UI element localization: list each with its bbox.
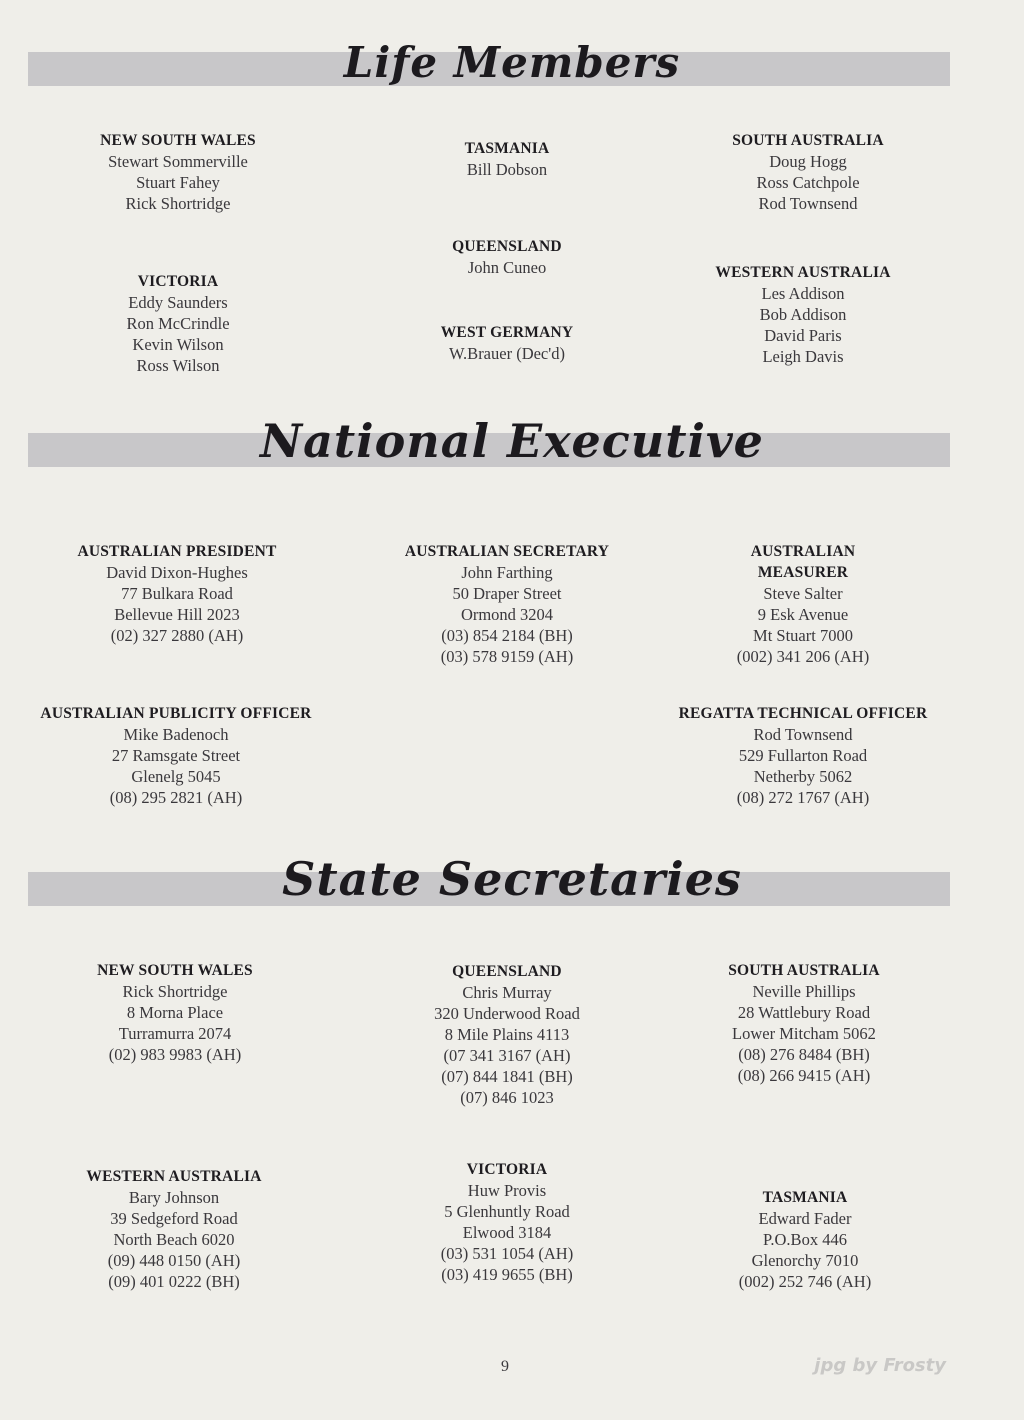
contact-line: Neville Phillips [752,982,856,1001]
contact-line: Bellevue Hill 2023 [114,605,240,624]
state-heading: VICTORIA [466,1161,548,1178]
contact-line: 9 Esk Avenue [757,605,849,624]
member-name: Ross Catchpole [756,173,860,192]
secretary-victoria [377,1159,637,1285]
contact-line: Mt Stuart 7000 [753,626,853,645]
contact-line: (03) 854 2184 (BH) [441,626,573,645]
contact-line: 50 Draper Street [452,584,562,603]
contact-line: (02) 327 2880 (AH) [110,626,244,645]
contact-line: (07 341 3167 (AH) [443,1046,571,1065]
contact-line: (002) 341 206 (AH) [736,647,870,666]
exec-australian-president [32,541,322,646]
contact-line: John Farthing [461,563,553,582]
secretary-tasmania [675,1187,935,1292]
life-member-queensland [377,236,637,278]
member-name: Ron McCrindle [126,314,230,333]
state-heading: TASMANIA [464,140,550,157]
state-heading: SOUTH AUSTRALIA [732,132,884,149]
life-member-tasmania [377,138,637,180]
contact-line: 27 Ramsgate Street [111,746,241,765]
contact-line: Chris Murray [462,983,552,1002]
contact-line: David Dixon-Hughes [106,563,248,582]
role-heading: AUSTRALIAN PUBLICITY OFFICER [40,705,312,722]
contact-line: Edward Fader [758,1209,852,1228]
contact-line: 5 Glenhuntly Road [444,1202,570,1221]
contact-line: Bary Johnson [128,1188,220,1207]
contact-line: 8 Morna Place [126,1003,224,1022]
exec-australian-measurer [668,541,938,667]
role-heading: AUSTRALIAN PRESIDENT [77,543,277,560]
contact-line: (07) 846 1023 [460,1088,554,1107]
life-member-nsw [48,130,308,214]
contact-line: (07) 844 1841 (BH) [441,1067,573,1086]
member-name: Kevin Wilson [132,335,224,354]
state-heading: TASMANIA [762,1189,848,1206]
role-heading: AUSTRALIAN [750,543,856,560]
exec-publicity-officer [18,703,334,808]
state-heading: WEST GERMANY [440,324,574,341]
contact-line: Turramurra 2074 [118,1024,232,1043]
contact-line: Netherby 5062 [753,767,853,786]
contact-line: (08) 272 1767 (AH) [736,788,870,807]
contact-line: Ormond 3204 [460,605,554,624]
member-name: David Paris [764,326,842,345]
contact-line: North Beach 6020 [113,1230,235,1249]
state-heading: SOUTH AUSTRALIA [728,962,880,979]
contact-line: (02) 983 9983 (AH) [108,1045,242,1064]
national-executive-title: National Executive [260,414,764,468]
member-name: Stewart Sommerville [108,152,248,171]
contact-line: Lower Mitcham 5062 [732,1024,876,1043]
exec-regatta-technical-officer [652,703,954,808]
state-heading: QUEENSLAND [452,963,562,980]
contact-line: Huw Provis [467,1181,547,1200]
state-heading: WESTERN AUSTRALIA [715,264,891,281]
state-heading: NEW SOUTH WALES [100,132,256,149]
contact-line: (03) 578 9159 (AH) [440,647,574,666]
page-number: 9 [501,1358,509,1375]
state-heading: VICTORIA [137,273,219,290]
contact-line: (03) 419 9655 (BH) [441,1265,573,1284]
life-member-west-germany [377,322,637,364]
contact-line: P.O.Box 446 [763,1230,847,1249]
member-name: Eddy Saunders [128,293,228,312]
contact-line: (08) 266 9415 (AH) [737,1066,871,1085]
member-name: Leigh Davis [762,347,844,366]
contact-line: Glenorchy 7010 [751,1251,859,1270]
member-name: W.Brauer (Dec'd) [449,344,565,363]
contact-line: (08) 295 2821 (AH) [109,788,243,807]
contact-line: (002) 252 746 (AH) [738,1272,872,1291]
contact-line: 320 Underwood Road [434,1004,580,1023]
secretary-sa [674,960,934,1086]
contact-line: (08) 276 8484 (BH) [738,1045,870,1064]
role-heading: REGATTA TECHNICAL OFFICER [678,705,928,722]
role-heading: MEASURER [757,564,849,581]
state-heading: QUEENSLAND [452,238,562,255]
contact-line: (09) 401 0222 (BH) [108,1272,240,1291]
contact-line: Rod Townsend [753,725,853,744]
contact-line: 28 Wattlebury Road [737,1003,871,1022]
member-name: Bob Addison [759,305,847,324]
member-name: Ross Wilson [136,356,220,375]
contact-line: 529 Fullarton Road [738,746,868,765]
member-name: Rod Townsend [758,194,858,213]
member-name: Les Addison [761,284,845,303]
watermark: jpg by Frosty [814,1355,946,1376]
contact-line: (03) 531 1054 (AH) [440,1244,574,1263]
member-name: Rick Shortridge [125,194,231,213]
member-name: John Cuneo [467,258,547,277]
state-secretaries-title: State Secretaries [282,852,742,906]
secretary-wa [44,1166,304,1292]
role-heading: AUSTRALIAN SECRETARY [404,543,610,560]
secretary-nsw [45,960,305,1065]
member-name: Bill Dobson [466,160,548,179]
secretary-queensland [377,961,637,1108]
contact-line: 8 Mile Plains 4113 [444,1025,570,1044]
contact-line: 77 Bulkara Road [121,584,233,603]
contact-line: Steve Salter [763,584,843,603]
contact-line: Rick Shortridge [122,982,228,1001]
life-member-victoria [48,271,308,376]
life-member-wa [673,262,933,367]
state-heading: WESTERN AUSTRALIA [86,1168,262,1185]
contact-line: Elwood 3184 [462,1223,552,1242]
contact-line: (09) 448 0150 (AH) [107,1251,241,1270]
member-name: Stuart Fahey [136,173,220,192]
contact-line: 39 Sedgeford Road [110,1209,238,1228]
exec-australian-secretary [362,541,652,667]
contact-line: Mike Badenoch [123,725,229,744]
life-members-title: Life Members [343,38,681,87]
member-name: Doug Hogg [769,152,847,171]
life-member-sa [678,130,938,214]
contact-line: Glenelg 5045 [131,767,221,786]
state-heading: NEW SOUTH WALES [97,962,253,979]
